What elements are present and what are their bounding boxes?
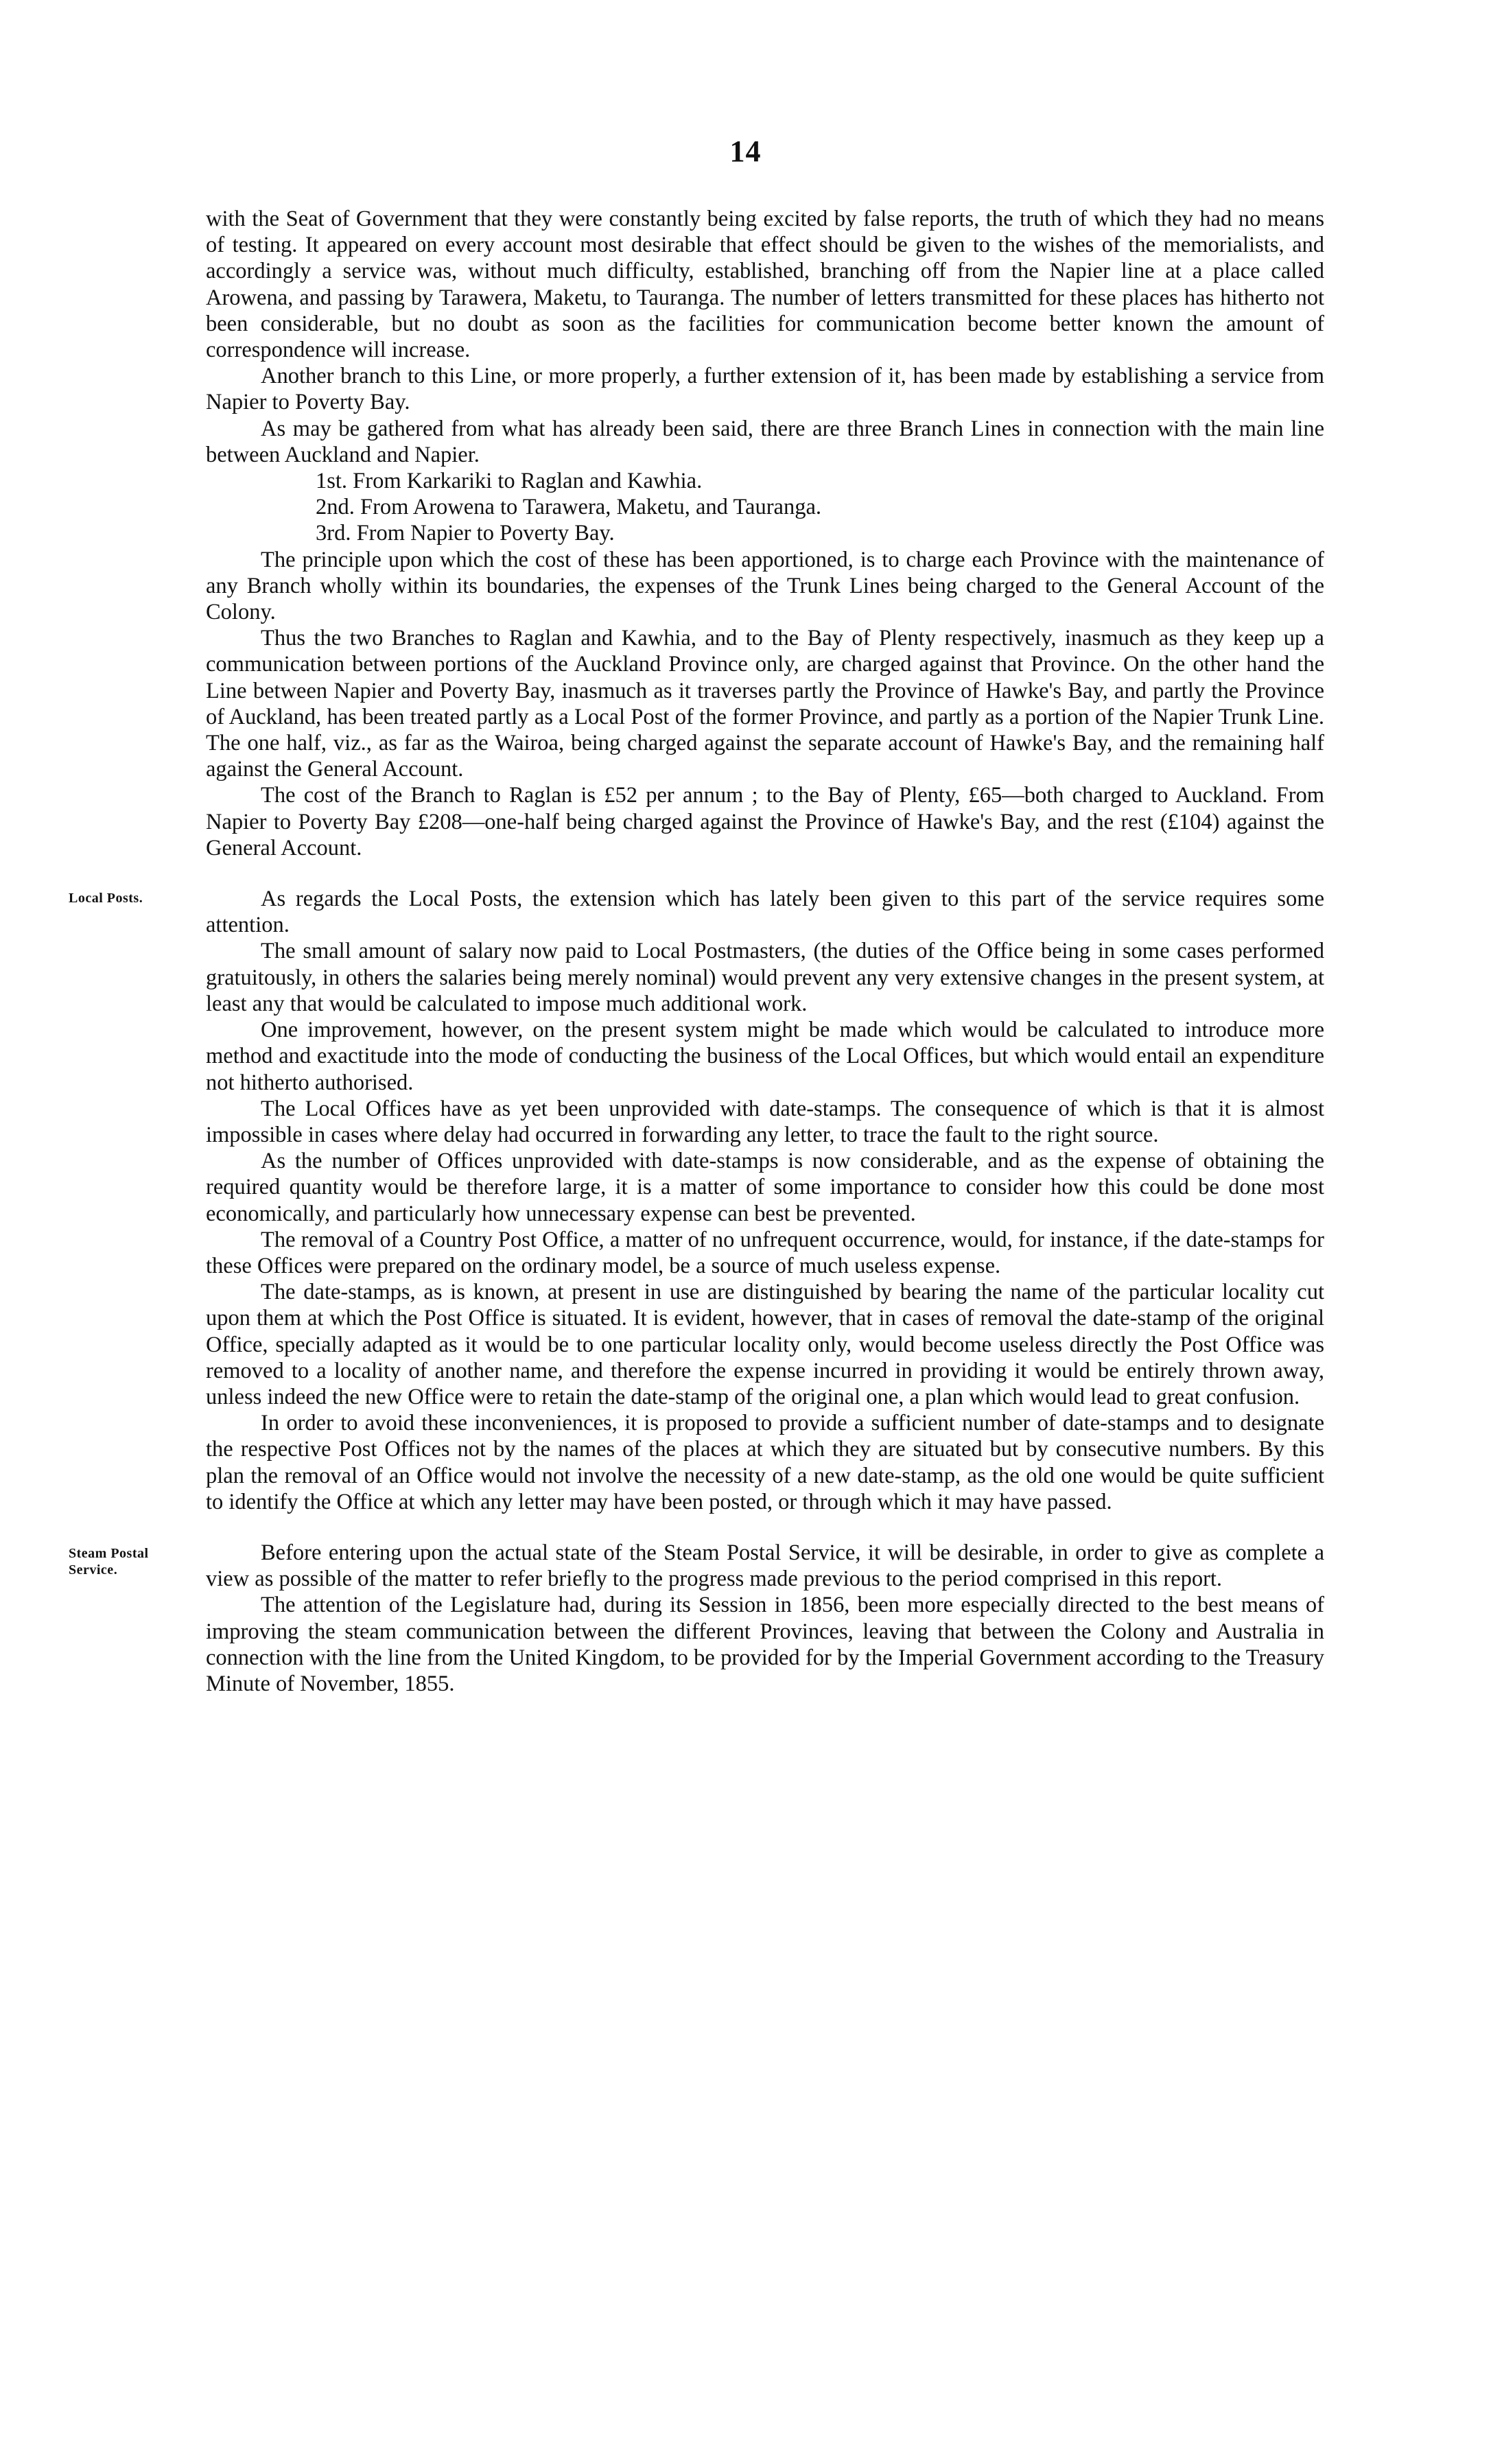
paragraph: Before entering upon the actual state of the Steam Postal Service, it will be desirable, in order to give as complete a view as possible of the matter to refer briefly to the progress made previous to the period comprised in this report. <box>206 1540 1324 1592</box>
paragraph: with the Seat of Government that they were constantly being excited by false reports, the truth of which they had no means of testing. It appeared on every account most desirable that effect should be given to the wishes of the memorialists, and accordingly a service was, without much difficulty, established, branching off from the Napier line at a place called Arowena, and passing by Tarawera, Maketu, to Tauranga. The number of letters transmitted for these places has hitherto not been considerable, but no doubt as soon as the facilities for communication become better known the amount of correspondence will increase. <box>206 207 1324 363</box>
page-number: 14 <box>729 134 762 168</box>
document-body <box>69 206 1324 1697</box>
paragraph: As the number of Offices unprovided with date-stamps is now considerable, and as the expense of obtaining the required quantity would be therefore large, it is a matter of some importance to consider how this could be done most economically, and particularly how unnecessary expense can best be prevented. <box>206 1149 1324 1226</box>
paragraph: As regards the Local Posts, the extension which has lately been given to this part of the service requires some attention. <box>206 887 1324 938</box>
side-note-local-posts: Local Posts. <box>69 891 143 906</box>
side-note-steam-postal-service <box>69 1545 189 1578</box>
paragraph: The small amount of salary now paid to Local Postmasters, (the duties of the Office being in some cases performed gratuitously, in others the salaries being merely nominal) would prevent any very extensive changes in the present system, at least any that would be calculated to impose much additional work. <box>206 939 1324 1016</box>
list-item: 2nd. From Arowena to Tarawera, Maketu, and Tauranga. <box>316 495 822 520</box>
paragraph: In order to avoid these inconveniences, it is proposed to provide a sufficient number of date-stamps and to designate the respective Post Offices not by the names of the places at which they are situated but by consecutive numbers. By this plan the removal of an Office would not involve the necessity of a new date-stamp, as the old one would be quite sufficient to identify the Office at which any letter may have been posted, or through which it may have passed. <box>206 1411 1324 1514</box>
paragraph: One improvement, however, on the present system might be made which would be calculated to introduce more method and exactitude into the mode of conducting the business of the Local Offices, but which would entail an expenditure not hitherto authorised. <box>206 1018 1324 1095</box>
intro-section <box>206 206 1324 861</box>
paragraph: As may be gathered from what has already been said, there are three Branch Lines in connection with the main line between Auckland and Napier. <box>206 416 1324 467</box>
side-note-line: Service. <box>69 1562 118 1577</box>
paragraph: Another branch to this Line, or more properly, a further extension of it, has been made by establishing a service from Napier to Poverty Bay. <box>206 364 1324 415</box>
paragraph: The date-stamps, as is known, at present in use are distinguished by bearing the name of the particular locality cut upon them at which the Post Office is situated. It is evident, however, that in cases of removal the date-stamp of the original Office, specially adapted as it would be to one particular locality only, would become useless directly the Post Office was removed to a locality of another name, and therefore the expense incurred in providing it would be entirely thrown away, unless indeed the new Office were to retain the date-stamp of the original one, a plan which would lead to great confusion. <box>206 1280 1324 1409</box>
paragraph: The removal of a Country Post Office, a matter of no unfrequent occurrence, would, for instance, if the date-stamps for these Offices were prepared on the ordinary model, be a source of much useless expense. <box>206 1227 1324 1278</box>
paragraph: The principle upon which the cost of these has been apportioned, is to charge each Province with the maintenance of any Branch wholly within its boundaries, the expenses of the Trunk Lines being charged to the General Account of the Colony. <box>206 547 1324 625</box>
local-posts-section <box>69 886 1324 1515</box>
side-note-line: Steam Postal <box>69 1545 149 1561</box>
paragraph: Thus the two Branches to Raglan and Kawhia, and to the Bay of Plenty respectively, inasmuch as they keep up a communication between portions of the Auckland Province only, are charged against that Province. On the other hand the Line between Napier and Poverty Bay, inasmuch as it traverses partly the Province of Hawke's Bay, and partly the Province of Auckland, has been treated partly as a Local Post of the former Province, and partly as a portion of the Napier Trunk Line. The one half, viz., as far as the Wairoa, being charged against the separate account of Hawke's Bay, and the remaining half against the General Account. <box>206 626 1324 782</box>
list-item: 3rd. From Napier to Poverty Bay. <box>316 521 615 546</box>
paragraph: The Local Offices have as yet been unprovided with date-stamps. The consequence of which is that it is almost impossible in cases where delay had occurred in forwarding any letter, to trace the fault to the right source. <box>206 1096 1324 1147</box>
paragraph: The cost of the Branch to Raglan is £52 per annum ; to the Bay of Plenty, £65—both charged to Auckland. From Napier to Poverty Bay £208—one-half being charged against the Province of Hawke's Bay, and the rest (£104) against the General Account. <box>206 783 1324 860</box>
steam-postal-section <box>69 1540 1324 1697</box>
branch-lines-list <box>206 468 1324 547</box>
list-item: 1st. From Karkariki to Raglan and Kawhia. <box>316 469 703 494</box>
paragraph: The attention of the Legislature had, during its Session in 1856, been more especially directed to the best means of improving the steam communication between the different Provinces, leaving that between the Colony and Australia in connection with the line from the United Kingdom, to be provided for by the Imperial Government according to the Treasury Minute of November, 1855. <box>206 1593 1324 1696</box>
